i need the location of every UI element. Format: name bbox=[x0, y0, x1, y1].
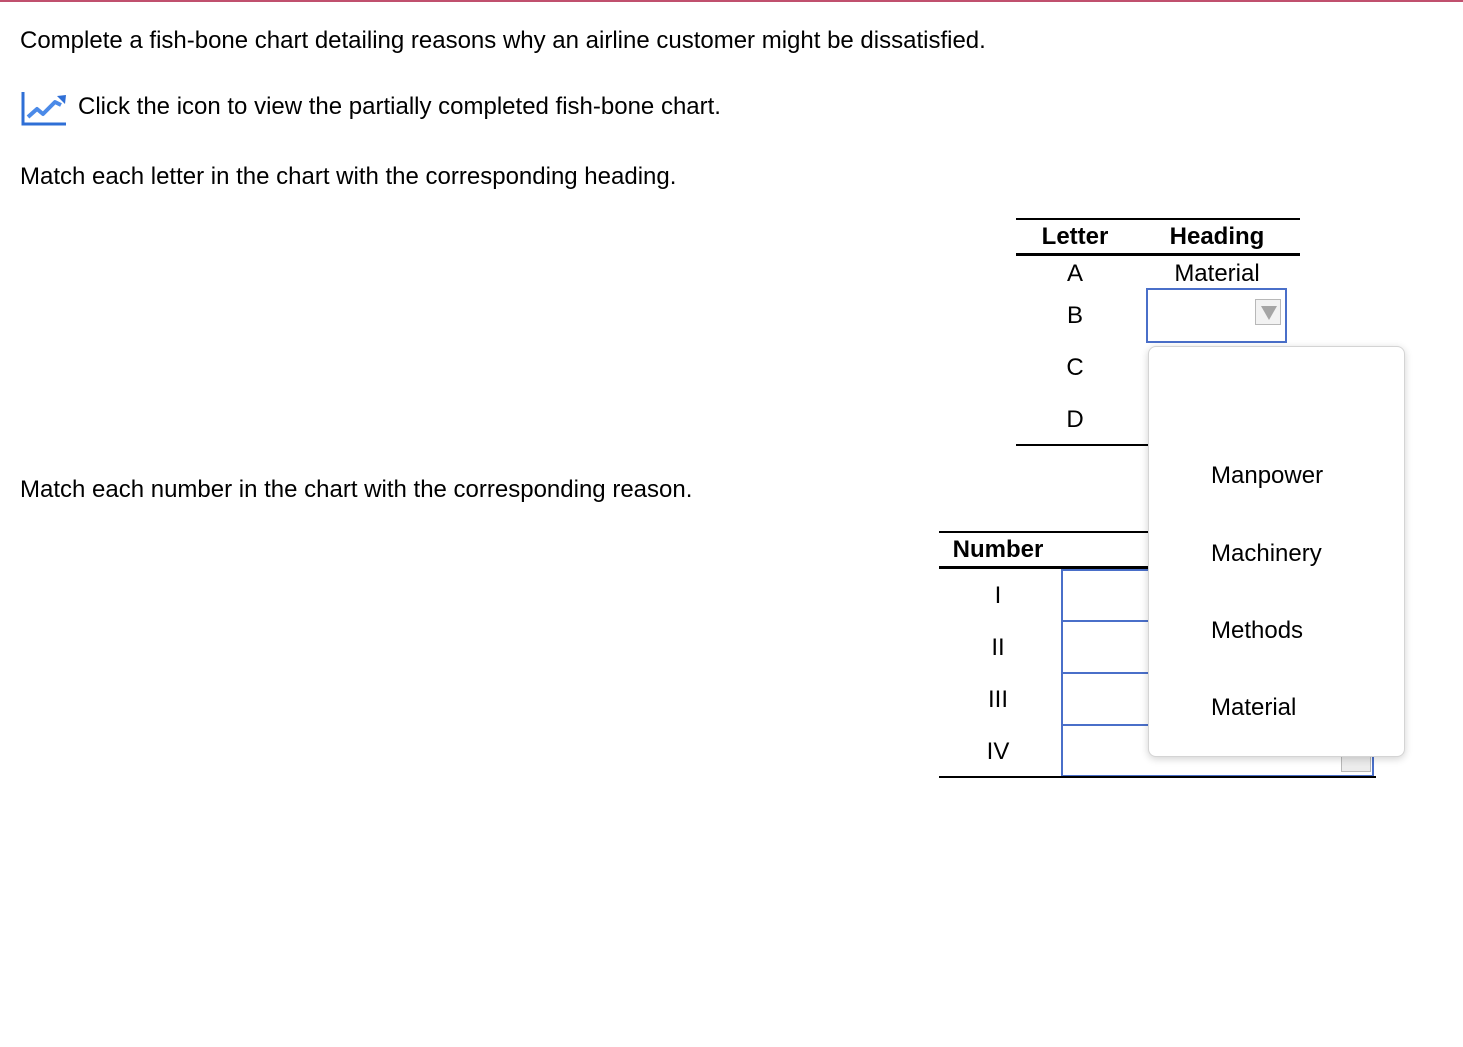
letter-d: D bbox=[1066, 406, 1084, 433]
reason-i-select[interactable] bbox=[1061, 569, 1151, 621]
heading-table-top-rule bbox=[1016, 218, 1300, 220]
col-heading-header: Heading bbox=[1169, 223, 1265, 250]
dropdown-option-material[interactable]: Material bbox=[1211, 694, 1297, 721]
heading-a-value: Material bbox=[1174, 260, 1260, 287]
number-iv: IV bbox=[986, 738, 1010, 765]
dropdown-option-methods[interactable]: Methods bbox=[1211, 617, 1304, 644]
col-letter-header: Letter bbox=[1041, 223, 1109, 250]
number-iii: III bbox=[987, 686, 1008, 713]
heading-table-header-rule bbox=[1016, 253, 1300, 256]
reason-table-top-rule bbox=[939, 531, 1149, 533]
dropdown-option-machinery[interactable]: Machinery bbox=[1211, 540, 1322, 567]
reason-ii-select[interactable] bbox=[1061, 620, 1151, 673]
top-rule bbox=[0, 0, 1463, 2]
heading-dropdown-menu[interactable] bbox=[1148, 346, 1405, 757]
col-number-header: Number bbox=[952, 536, 1044, 563]
line-chart-icon[interactable] bbox=[21, 90, 67, 126]
letter-instruction: Match each letter in the chart with the corresponding heading. bbox=[20, 163, 677, 190]
letter-b: B bbox=[1066, 302, 1083, 329]
chevron-down-icon[interactable] bbox=[1255, 299, 1281, 325]
reason-table-bottom-rule bbox=[939, 776, 1376, 778]
letter-c: C bbox=[1066, 354, 1084, 381]
dropdown-option-manpower[interactable]: Manpower bbox=[1211, 462, 1324, 489]
number-ii: II bbox=[991, 634, 1005, 661]
icon-instruction: Click the icon to view the partially completed fish-bone chart. bbox=[78, 93, 721, 120]
reason-iii-select[interactable] bbox=[1061, 672, 1151, 725]
question-prompt: Complete a fish-bone chart detailing reasons why an airline customer might be dissatisfied. bbox=[20, 27, 986, 54]
letter-a: A bbox=[1066, 260, 1083, 287]
heading-b-select[interactable] bbox=[1146, 288, 1287, 343]
number-i: I bbox=[994, 582, 1002, 609]
number-instruction: Match each number in the chart with the corresponding reason. bbox=[20, 476, 693, 503]
heading-table-bottom-rule bbox=[1016, 444, 1148, 446]
